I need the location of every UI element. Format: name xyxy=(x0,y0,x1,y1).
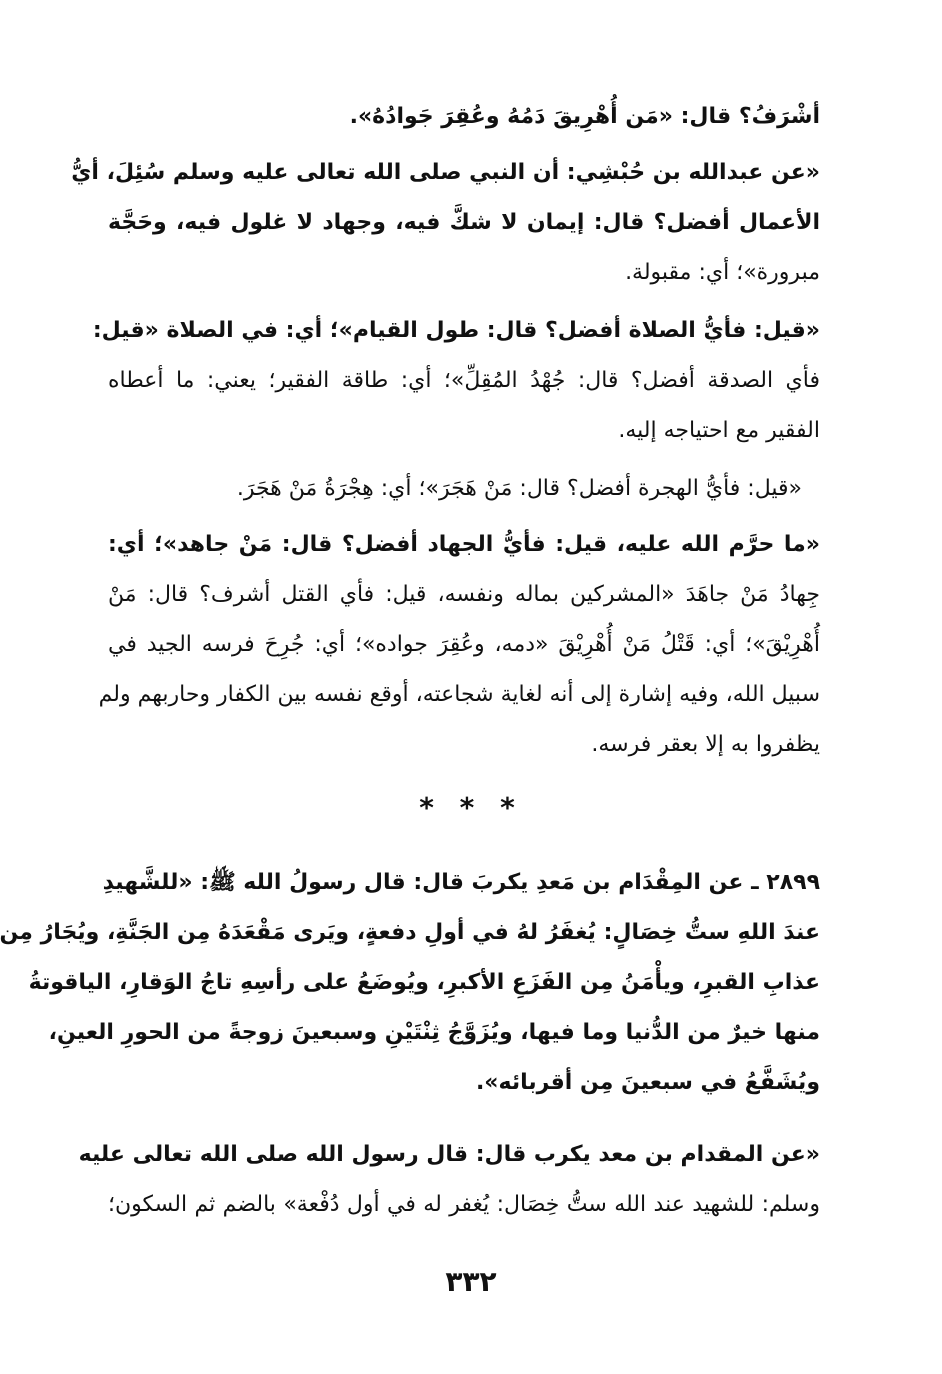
paragraph-line: «ما حرَّم الله عليه، قيل: فأيُّ الجهاد أفضل؟ قال: مَنْ جاهد»؛ أي: xyxy=(108,532,820,557)
paragraph-line: «عن المقدام بن معد يكرب قال: قال رسول الله صلى الله تعالى عليه xyxy=(78,1142,820,1167)
paragraph-line: الأعمال أفضل؟ قال: إيمان لا شكَّ فيه، وجهاد لا غلول فيه، وحَجَّة xyxy=(108,210,820,235)
paragraph-2 xyxy=(71,148,820,298)
paragraph-line: سبيل الله، وفيه إشارة إلى أنه لغاية شجاعته، أوقع نفسه بين الكفار وحاربهم ولم xyxy=(98,682,820,707)
hadith-2899 xyxy=(0,858,820,1108)
paragraph-3 xyxy=(92,306,820,456)
paragraph-line: يظفروا به إلا بعقر فرسه. xyxy=(591,732,820,757)
paragraph-line: جِهادُ مَنْ جاهَدَ «المشركين بماله ونفسه، قيل: فأي القتل أشرف؟ قال: مَنْ xyxy=(108,582,820,607)
paragraph-line: وسلم: للشهيد عند الله ستُّ خِصَال: يُغفر له في أول دُفْعة» بالضم ثم السكون؛ xyxy=(108,1192,820,1217)
page-number: ٣٣٢ xyxy=(445,1265,497,1298)
paragraph-1 xyxy=(108,92,820,142)
paragraph-line: فأي الصدقة أفضل؟ قال: جُهْدُ المُقِلِّ»؛ أي: طاقة الفقير؛ يعني: ما أعطاه xyxy=(108,368,820,393)
paragraph-line: أُهْرِيْقَ»؛ أي: قَتْلُ مَنْ أُهْرِيْقَ «دمه، وعُقِرَ جواده»؛ أي: جُرِحَ فرسه الجيد في xyxy=(108,632,820,657)
paragraph-line: «قيل: فأيُّ الهجرة أفضل؟ قال: مَنْ هَجَرَ»؛ أي: هِجْرَةُ مَنْ هَجَرَ. xyxy=(236,476,802,501)
paragraph-5 xyxy=(98,520,820,770)
section-separator: * * * xyxy=(419,791,523,824)
paragraph-4 xyxy=(108,464,820,514)
paragraph-line: «عن عبدالله بن حُبْشِي: أن النبي صلى الله تعالى عليه وسلم سُئِلَ، أيُّ xyxy=(71,160,820,185)
paragraph-line: أشْرَفُ؟ قال: «مَن أُهْرِيقَ دَمُهُ وعُقِرَ جَوادُهُ». xyxy=(349,104,820,129)
paragraph-line: ويُشَفَّعُ في سبعينَ مِن أقربائه». xyxy=(475,1070,820,1095)
paragraph-line: عذابِ القبرِ، ويأْمَنُ مِن الفَزَعِ الأكبرِ، ويُوضَعُ على رأسِهِ تاجُ الوَقارِ، الياقوتةُ xyxy=(28,970,820,995)
paragraph-line: الفقير مع احتياجه إليه. xyxy=(618,418,820,443)
paragraph-line: عندَ اللهِ ستُّ خِصَالٍ: يُغفَرُ لهُ في أولِ دفعةٍ، ويَرى مَقْعَدَهُ مِن الجَنَّةِ، ويُجَارُ مِن xyxy=(0,920,820,945)
paragraph-line: مبرورة»؛ أي: مقبولة. xyxy=(625,260,820,285)
paragraph-7 xyxy=(78,1130,820,1230)
paragraph-line: ٢٨٩٩ ـ عن المِقْدَام بن مَعدِ يكربَ قال: قال رسولُ الله ﷺ: «للشَّهيدِ xyxy=(102,870,820,895)
paragraph-line: منها خيرٌ من الدُّنيا وما فيها، ويُزَوَّجُ ثِنْتَيْنِ وسبعينَ زوجةً من الحورِ العينِ، xyxy=(48,1020,820,1045)
paragraph-line: «قيل: فأيُّ الصلاة أفضل؟ قال: طول القيام»؛ أي: في الصلاة «قيل: xyxy=(92,318,820,343)
